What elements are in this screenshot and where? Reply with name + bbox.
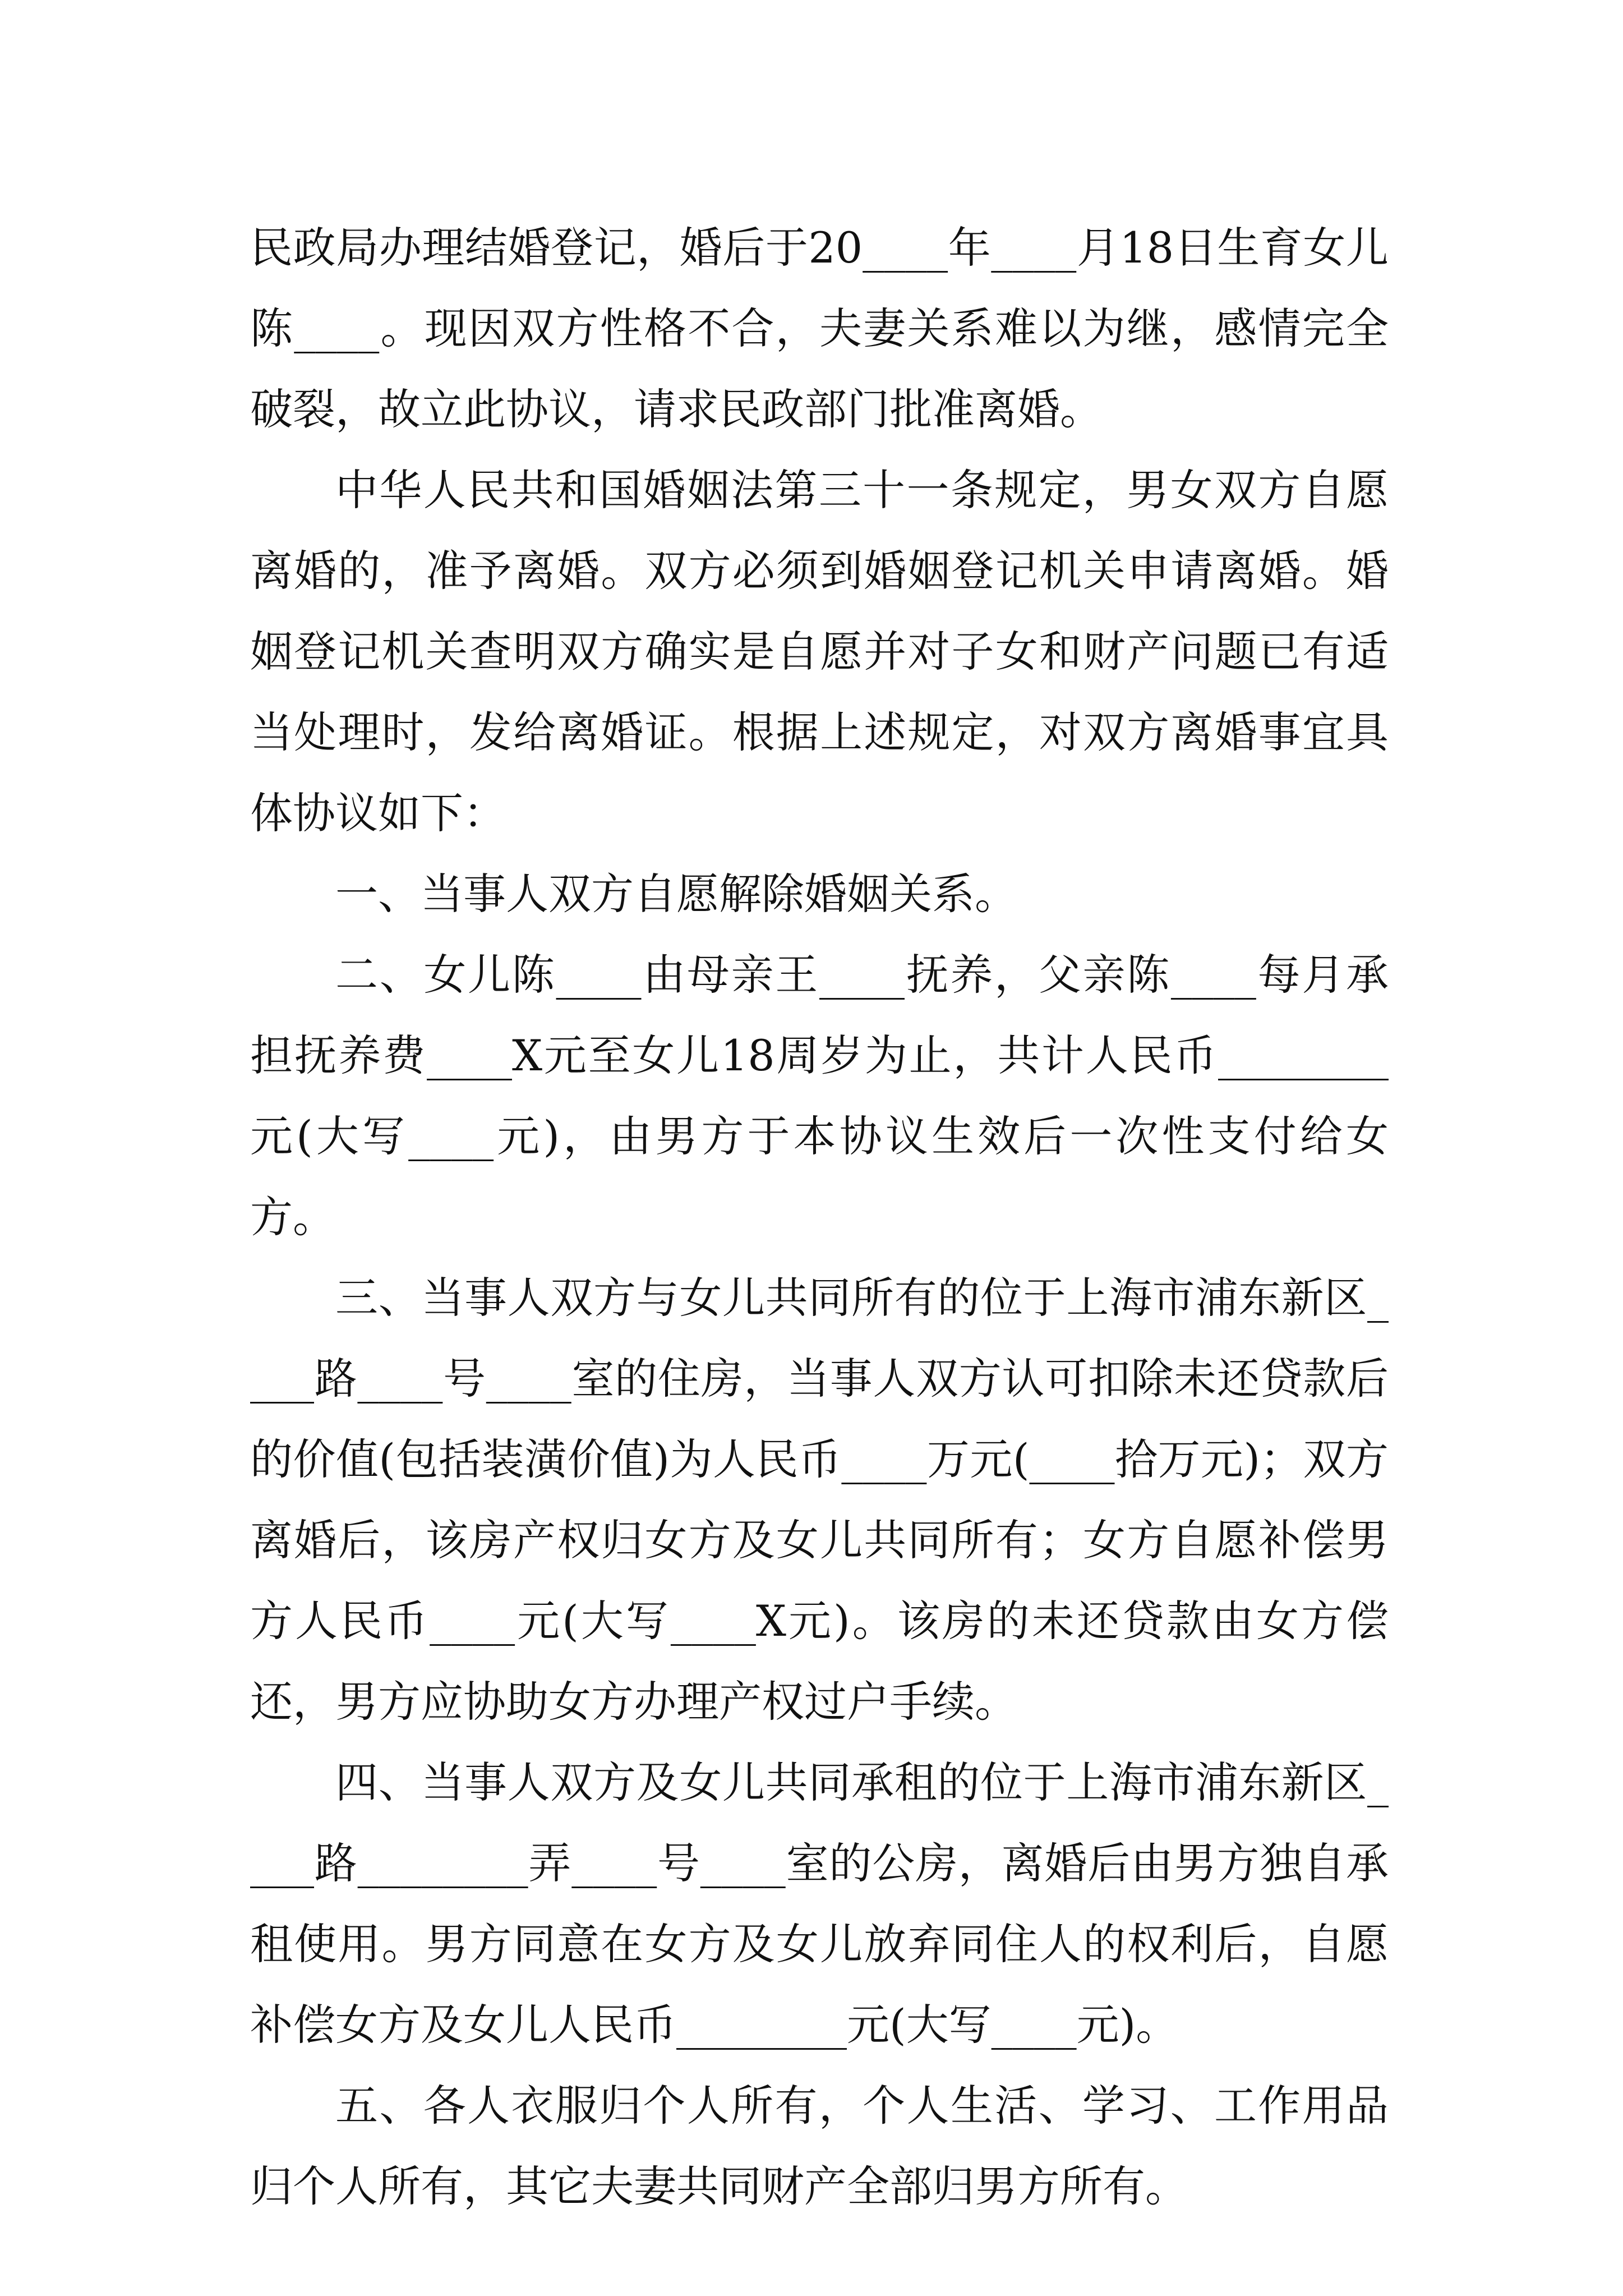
clause-5-personal-property: 五、各人衣服归个人所有，个人生活、学习、工作用品归个人所有，其它夫妻共同财产全部归男方所有。	[250, 2081, 1389, 2211]
clause-4-rented-house: 四、当事人双方及女儿共同承租的位于上海市浦东新区____路________弄____号____室的公房，离婚后由男方独自承租使用。男方同意在女方及女儿放弃同住人的权利后，自愿补偿女方及女儿人民币________元(大写____元)。	[250, 1757, 1389, 2050]
clause-2-child-custody: 二、女儿陈____由母亲王____抚养，父亲陈____每月承担抚养费____X元至女儿18周岁为止，共计人民币________元(大写____元)，由男方于本协议生效后一次性支付给女方。	[250, 950, 1389, 1242]
paragraph-marriage-law: 中华人民共和国婚姻法第三十一条规定，男女双方自愿离婚的，准予离婚。双方必须到婚姻登记机关申请离婚。婚姻登记机关查明双方确实是自愿并对子女和财产问题已有适当处理时，发给离婚证。根据上述规定，对双方离婚事宜具体协议如下：	[250, 465, 1389, 838]
paragraph-marriage-registration: 民政局办理结婚登记，婚后于20____年____月18日生育女儿陈____。现因双方性格不合，夫妻关系难以为继，感情完全破裂，故立此协议，请求民政部门批准离婚。	[250, 223, 1389, 434]
clause-1-dissolve-marriage: 一、当事人双方自愿解除婚姻关系。	[335, 869, 1017, 919]
clause-3-owned-house: 三、当事人双方与女儿共同所有的位于上海市浦东新区____路____号____室的住房，当事人双方认可扣除未还贷款后的价值(包括装潢价值)为人民币____万元(____拾万元)；双方离婚后，该房产权归女方及女儿共同所有；女方自愿补偿男方人民币____元(大写____X元)。该房的未还贷款由女方偿还，男方应协助女方办理产权过户手续。	[250, 1273, 1389, 1727]
document-body	[250, 208, 1389, 2227]
